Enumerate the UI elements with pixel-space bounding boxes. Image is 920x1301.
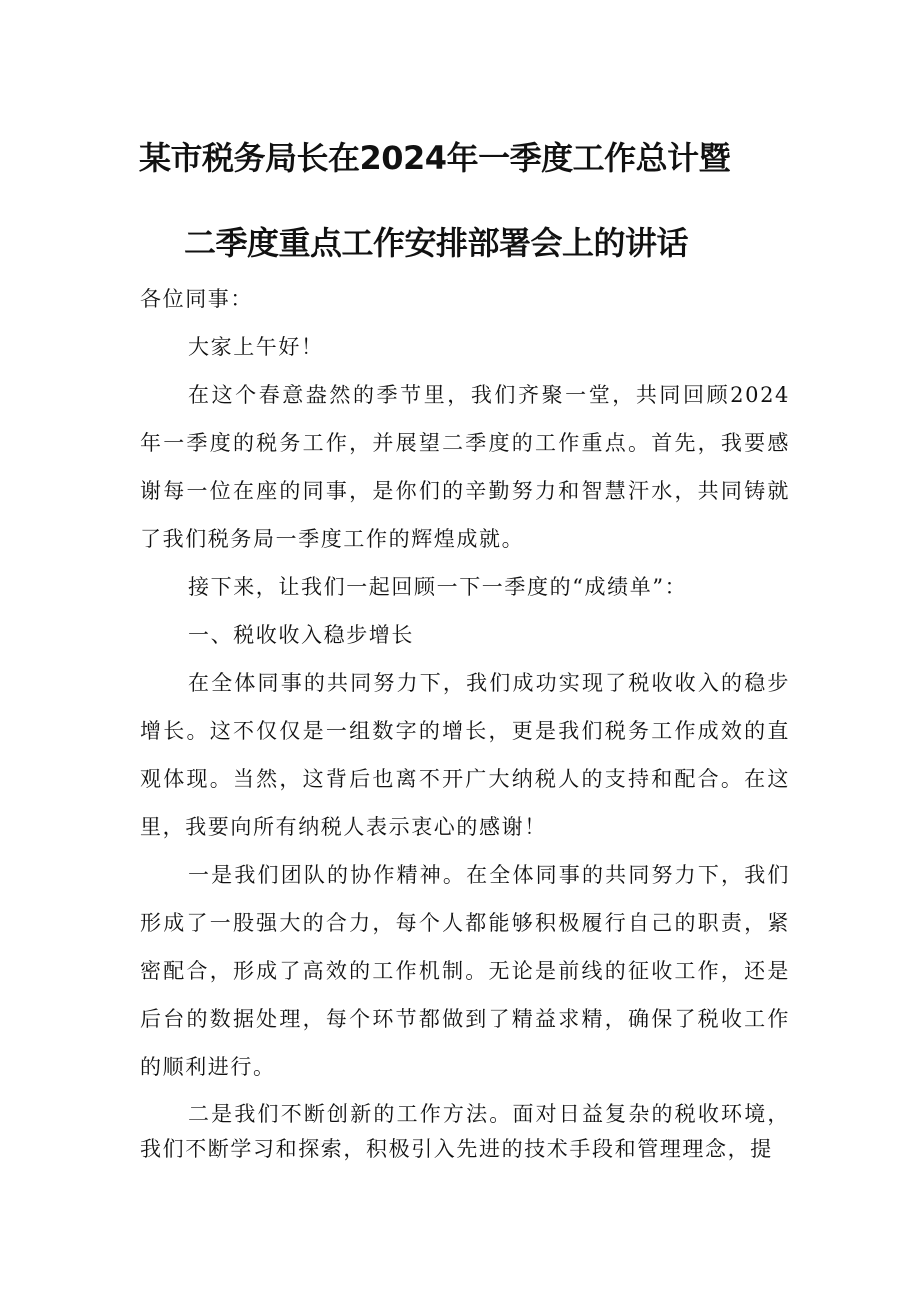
paragraph-revenue-growth: 在全体同事的共同努力下，我们成功实现了税收收入的稳步增长。这不仅仅是一组数字的增长，更是我们税务工作成效的直观体现。当然，这背后也离不开广大纳税人的支持和配合。在这里，我要向所有纳税人表示衷心的感谢！ [140,671,790,839]
section-heading-1: 一、税收收入稳步增长 [188,623,414,647]
paragraph-review-intro: 接下来，让我们一起回顾一下一季度的“成绩单”： [188,575,688,599]
document-title-line-1: 某市税务局长在2024年一季度工作总计暨 [139,139,731,177]
greeting: 大家上午好！ [188,335,324,359]
document-title-line-2: 二季度重点工作安排部署会上的讲话 [184,224,689,262]
paragraph-opening: 在这个春意盎然的季节里，我们齐聚一堂，共同回顾2024年一季度的税务工作，并展望二季度的工作重点。首先，我要感谢每一位在座的同事，是你们的辛勤努力和智慧汗水，共同铸就了我们税务局一季度工作的辉煌成就。 [140,383,790,551]
paragraph-innovation: 二是我们不断创新的工作方法。面对日益复杂的税收环境，我们不断学习和探索，积极引入先进的技术手段和管理理念，提 [140,1102,790,1161]
salutation: 各位同事： [140,287,253,311]
paragraph-teamwork: 一是我们团队的协作精神。在全体同事的共同努力下，我们形成了一股强大的合力，每个人都能够积极履行自己的职责，紧密配合，形成了高效的工作机制。无论是前线的征收工作，还是后台的数据处理，每个环节都做到了精益求精，确保了税收工作的顺利进行。 [140,863,790,1079]
